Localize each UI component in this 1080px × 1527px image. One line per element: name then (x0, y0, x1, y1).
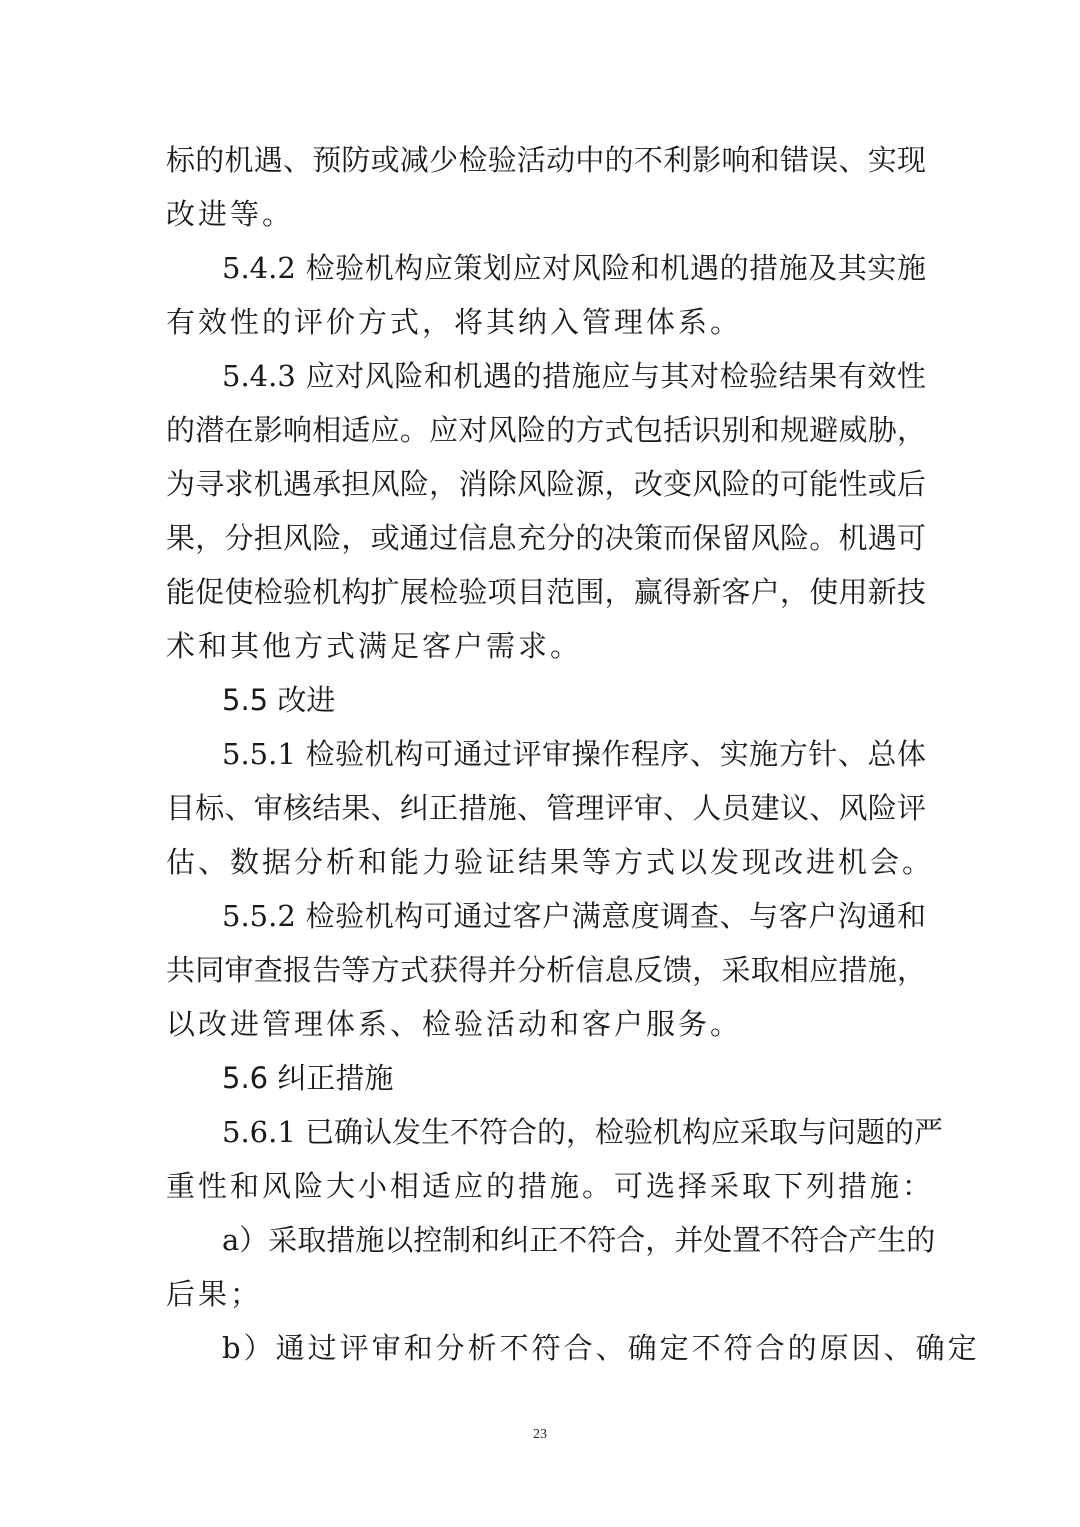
section-heading-5-5: 5.5 改进 (222, 683, 336, 717)
page-number: 23 (533, 1427, 547, 1442)
clause-5-5-2: 5.5.2 检验机构可通过客户满意度调查、与客户沟通和 (222, 899, 926, 933)
text-line: 为寻求机遇承担风险，消除风险源，改变风险的可能性或后 (166, 467, 926, 501)
clause-5-4-2: 5.4.2 检验机构应策划应对风险和机遇的措施及其实施 (222, 251, 926, 285)
text-line: 改进等。 (166, 197, 295, 231)
text-line: 能促使检验机构扩展检验项目范围，赢得新客户，使用新技 (166, 575, 926, 609)
text-line: 有效性的评价方式，将其纳入管理体系。 (166, 305, 743, 339)
clause-5-6-1: 5.6.1 已确认发生不符合的，检验机构应采取与问题的严 (222, 1115, 944, 1149)
text-line: 目标、审核结果、纠正措施、管理评审、人员建议、风险评 (166, 791, 926, 825)
text-line: 以改进管理体系、检验活动和客户服务。 (166, 1007, 743, 1041)
text-line: 共同审查报告等方式获得并分析信息反馈，采取相应措施， (166, 953, 926, 987)
text-line: 果，分担风险，或通过信息充分的决策而保留风险。机遇可 (166, 521, 926, 555)
list-item-b: b）通过评审和分析不符合、确定不符合的原因、确定 (222, 1331, 980, 1365)
body-text (166, 133, 980, 1375)
list-item-a: a）采取措施以控制和纠正不符合，并处置不符合产生的 (222, 1223, 936, 1257)
text-line: 术和其他方式满足客户需求。 (166, 629, 583, 663)
text-line: 标的机遇、预防或减少检验活动中的不利影响和错误、实现 (166, 143, 926, 177)
text-line: 后果； (166, 1277, 263, 1311)
text-line: 重性和风险大小相适应的措施。可选择采取下列措施： (166, 1169, 935, 1203)
clause-5-5-1: 5.5.1 检验机构可通过评审操作程序、实施方针、总体 (222, 737, 926, 771)
section-heading-5-6: 5.6 纠正措施 (222, 1061, 394, 1095)
text-line: 的潜在影响相适应。应对风险的方式包括识别和规避威胁， (166, 413, 926, 447)
text-line: 估、数据分析和能力验证结果等方式以发现改进机会。 (166, 845, 935, 879)
clause-5-4-3: 5.4.3 应对风险和机遇的措施应与其对检验结果有效性 (222, 359, 926, 393)
